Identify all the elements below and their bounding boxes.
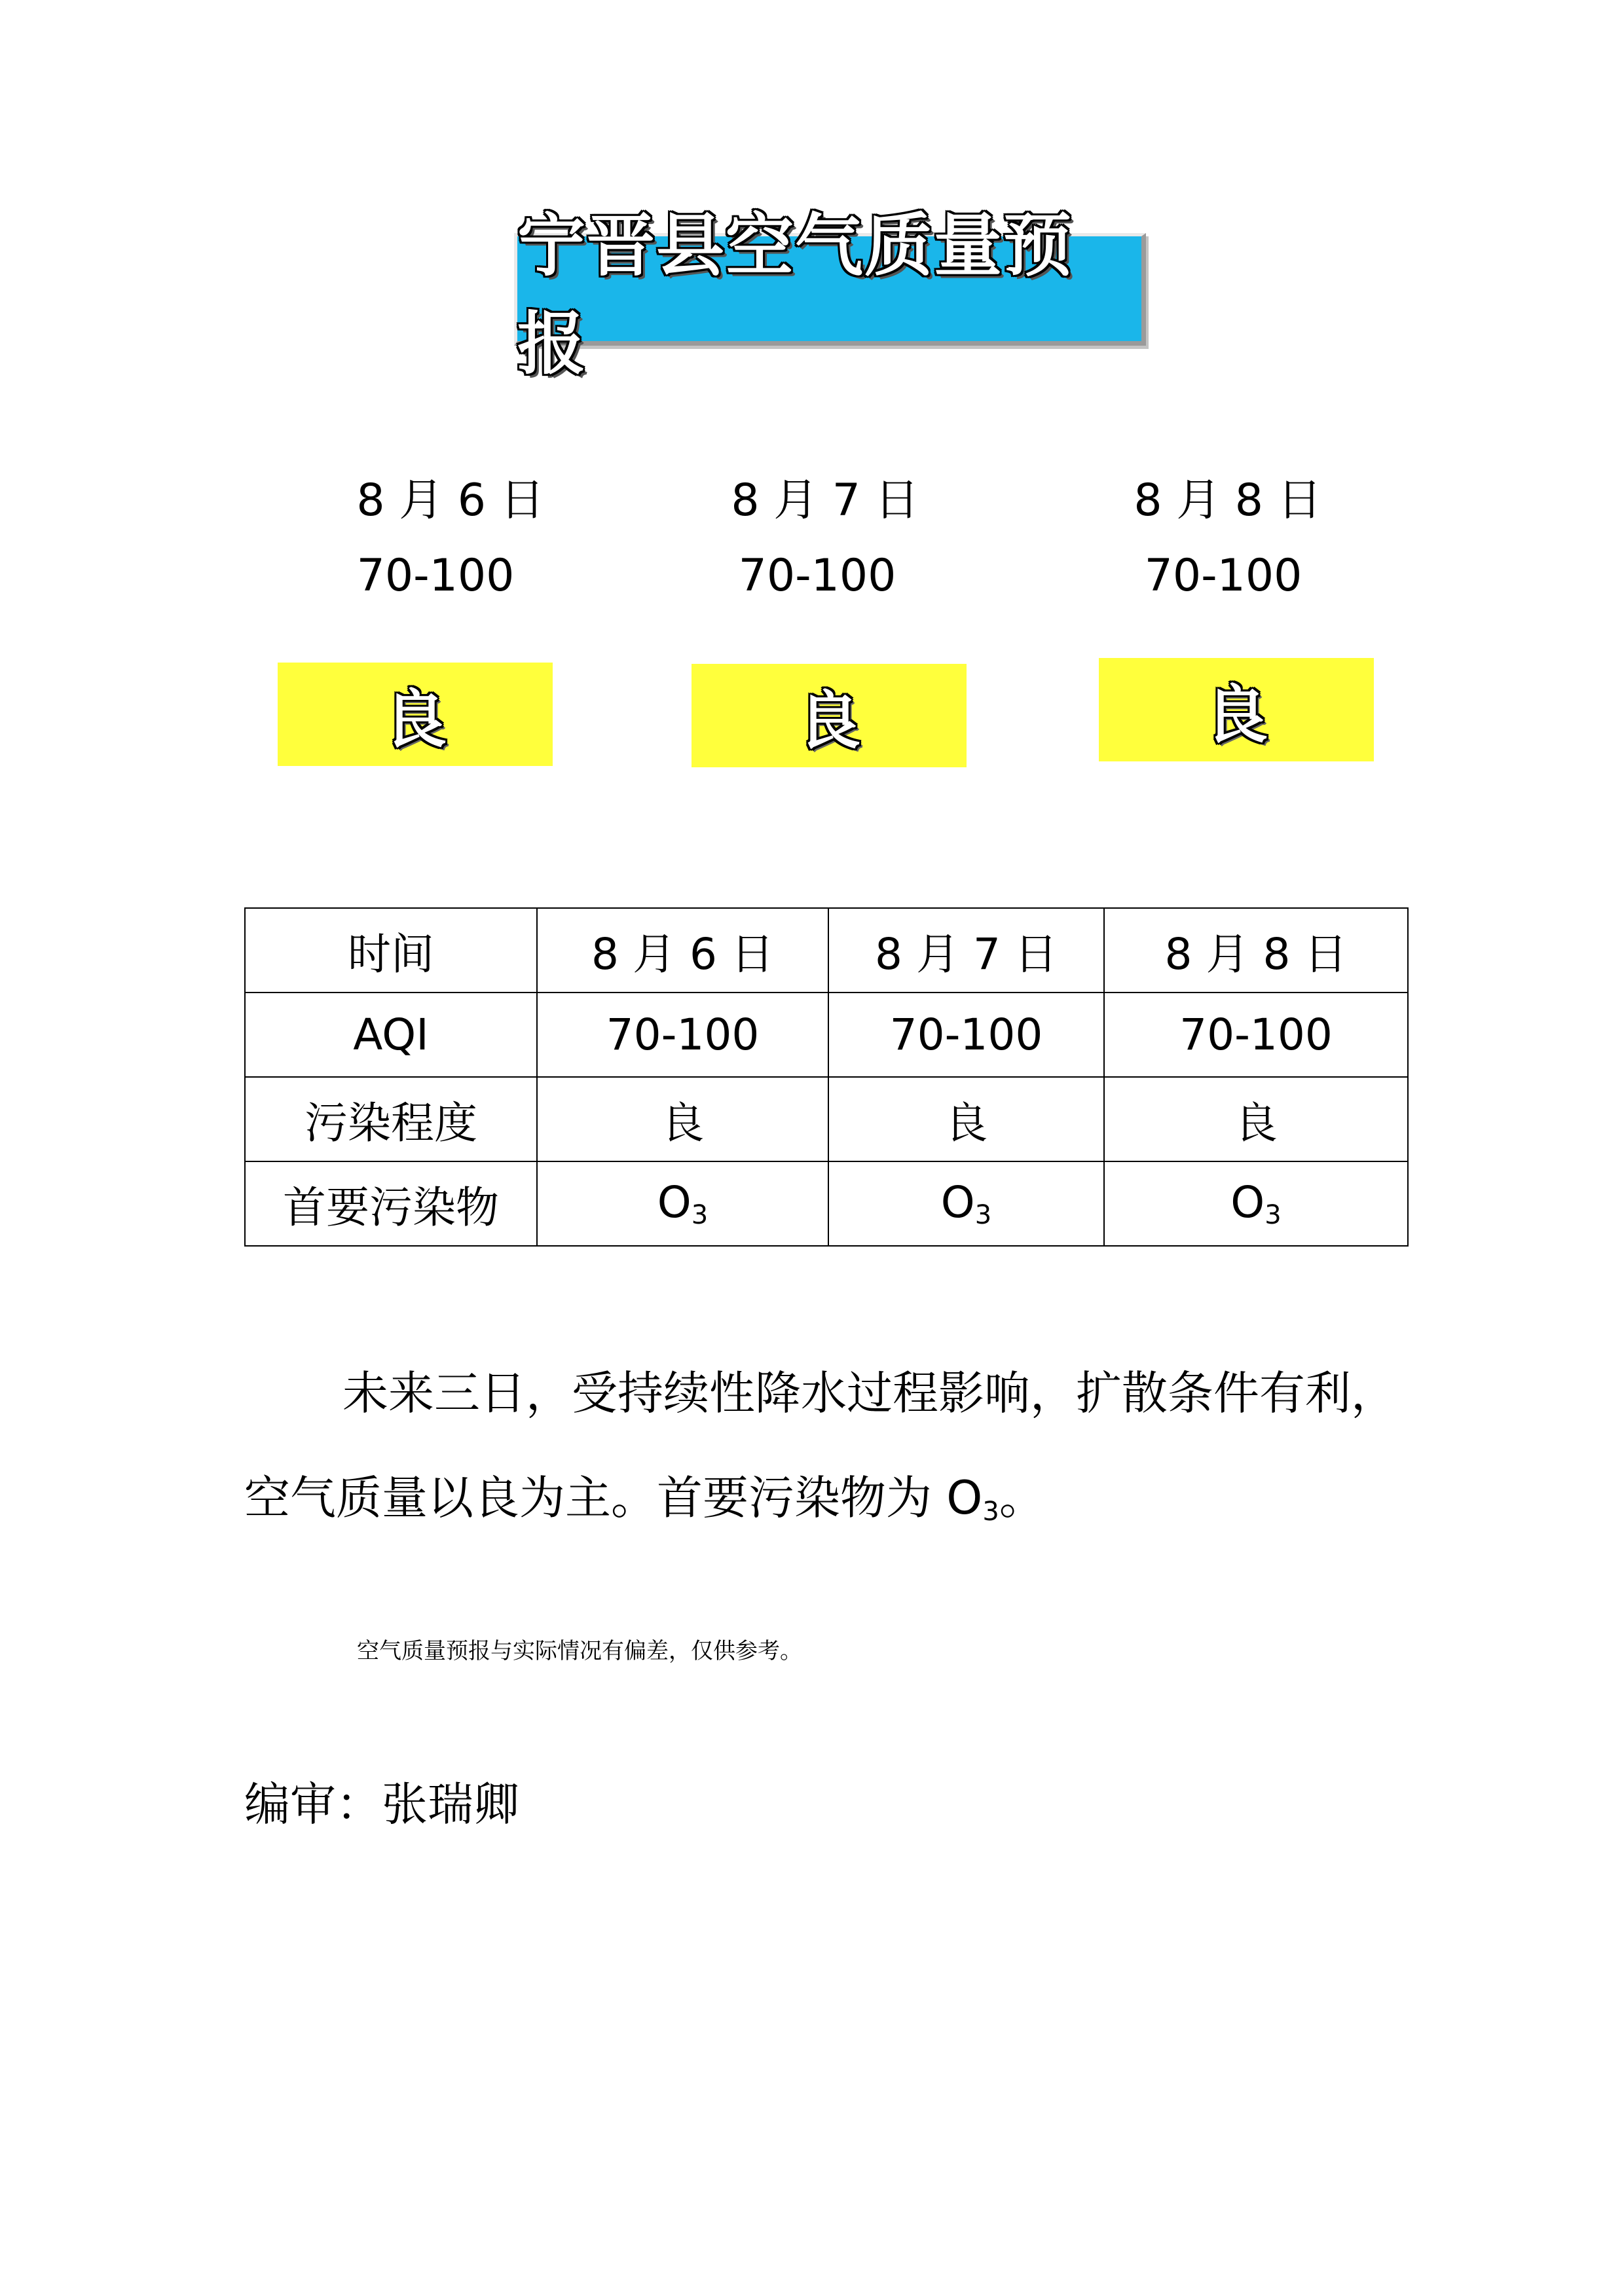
title-banner	[514, 206, 1146, 384]
table-cell: 70-100	[828, 993, 1104, 1077]
table-cell: 70-100	[1104, 993, 1408, 1077]
table-row	[245, 1161, 1408, 1246]
day2-date: 8 月 7 日	[731, 475, 919, 526]
header-cell: 时间	[245, 908, 537, 993]
day2-aqi: 70-100	[738, 550, 896, 602]
row-label: 首要污染物	[245, 1161, 537, 1246]
day3-grade: 良	[1205, 678, 1268, 752]
day1-aqi: 70-100	[356, 550, 515, 602]
summary-pollutant-symbol: O	[946, 1471, 983, 1525]
day1-date: 8 月 6 日	[356, 475, 545, 526]
summary-paragraph	[244, 1341, 1407, 1564]
day3-grade-box	[1099, 658, 1374, 761]
header-cell: 8 月 7 日	[828, 908, 1104, 993]
day2-grade-box	[692, 664, 967, 767]
table-cell: 良	[537, 1077, 828, 1161]
table-cell	[537, 1161, 828, 1246]
pollutant-subscript: 3	[1264, 1200, 1282, 1230]
table-cell	[1104, 1161, 1408, 1246]
table-cell	[828, 1161, 1104, 1246]
page-title: 宁晋县空气质量预报	[517, 206, 1073, 384]
day2-grade: 良	[798, 683, 860, 757]
pollutant-symbol: O	[657, 1177, 692, 1228]
editor-credit: 编审：张瑞卿	[244, 1777, 519, 1831]
table-row	[245, 1077, 1408, 1161]
summary-pollutant-subscript: 3	[982, 1497, 999, 1527]
table-cell: 良	[828, 1077, 1104, 1161]
pollutant-symbol: O	[940, 1177, 975, 1228]
row-label: AQI	[245, 993, 537, 1077]
day3-aqi: 70-100	[1144, 550, 1302, 602]
header-cell: 8 月 8 日	[1104, 908, 1408, 993]
disclaimer-note: 空气质量预报与实际情况有偏差，仅供参考。	[357, 1638, 802, 1664]
day3-date: 8 月 8 日	[1134, 475, 1322, 526]
pollutant-subscript: 3	[974, 1200, 992, 1230]
summary-end: 。	[999, 1471, 1045, 1525]
forecast-table	[244, 907, 1409, 1247]
summary-pollutant	[946, 1471, 999, 1525]
table-cell: 70-100	[537, 993, 828, 1077]
table-cell: 良	[1104, 1077, 1408, 1161]
pollutant-subscript: 3	[691, 1200, 709, 1230]
table-row	[245, 993, 1408, 1077]
day1-grade-box	[278, 663, 553, 766]
header-cell: 8 月 6 日	[537, 908, 828, 993]
summary-text: 未来三日，受持续性降水过程影响，扩散条件有利，空气质量以良为主。首要污染物为	[244, 1366, 1397, 1525]
row-label: 污染程度	[245, 1077, 537, 1161]
day1-grade: 良	[384, 682, 447, 756]
table-header-row	[245, 908, 1408, 993]
pollutant-symbol: O	[1230, 1177, 1265, 1228]
